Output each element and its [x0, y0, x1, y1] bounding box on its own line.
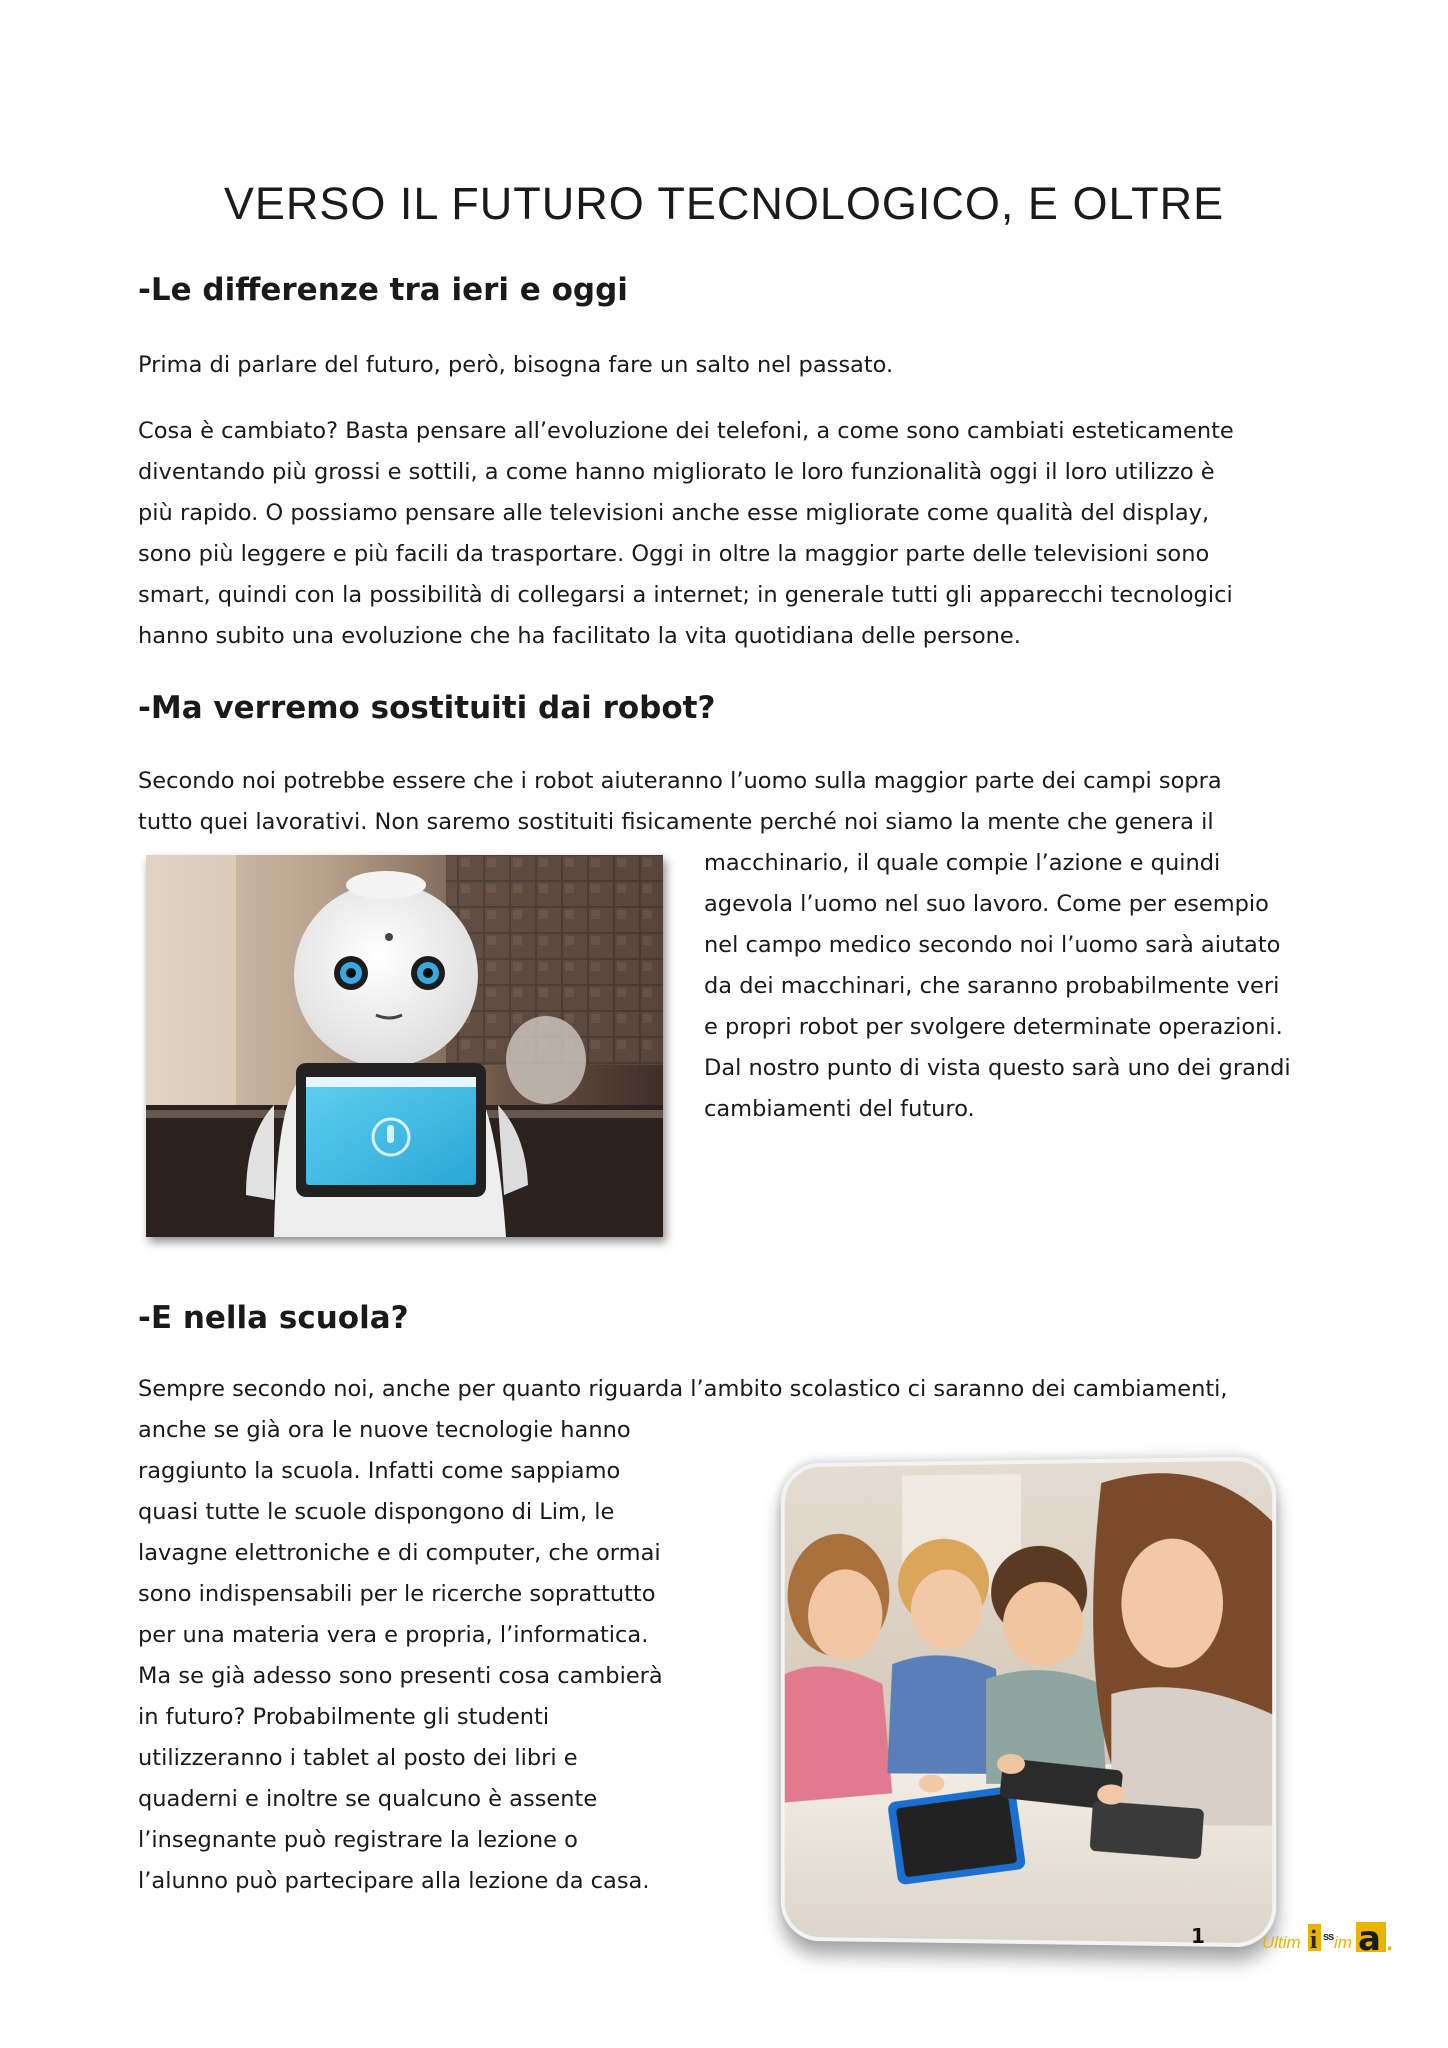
text-line: sono più leggere e più facili da trasportare. Oggi in oltre la maggior parte delle televisioni sono	[138, 541, 1210, 567]
text-line: Dal nostro punto di vista questo sarà uno dei grandi	[704, 1055, 1291, 1081]
logo-ss: ss	[1323, 1931, 1334, 1943]
classroom-photo	[781, 1456, 1276, 1947]
text-line: smart, quindi con la possibilità di collegarsi a internet; in generale tutti gli apparecchi tecnologici	[138, 582, 1233, 608]
paragraph-robots-wrap	[704, 843, 1291, 1130]
paragraph-school-intro	[138, 1369, 1228, 1410]
text-line: e propri robot per svolgere determinate operazioni.	[704, 1014, 1283, 1040]
logo-i: i	[1310, 1925, 1318, 1954]
text-line: Sempre secondo noi, anche per quanto riguarda l’ambito scolastico ci saranno dei cambiamenti,	[138, 1376, 1228, 1402]
text-line: cambiamenti del futuro.	[704, 1096, 975, 1122]
text-line: agevola l’uomo nel suo lavoro. Come per esempio	[704, 891, 1269, 917]
ultimissima-logo-icon	[1262, 1918, 1412, 1958]
section-heading-differences: -Le differenze tra ieri e oggi	[138, 272, 628, 308]
text-line: sono indispensabili per le ricerche soprattutto	[138, 1581, 656, 1607]
logo-ultim: Ultim	[1262, 1933, 1301, 1952]
paragraph-intro	[138, 345, 893, 386]
text-line: diventando più grossi e sottili, a come hanno migliorato le loro funzionalità oggi il loro utilizzo è	[138, 459, 1215, 485]
text-line: l’insegnante può registrare la lezione o	[138, 1827, 578, 1853]
humanoid-robot-photo-icon	[146, 855, 663, 1237]
text-line: macchinario, il quale compie l’azione e quindi	[704, 850, 1221, 876]
logo-a: a	[1358, 1919, 1381, 1958]
text-line: Prima di parlare del futuro, però, bisogna fare un salto nel passato.	[138, 352, 894, 378]
text-line: tutto quei lavorativi. Non saremo sostituiti fisicamente perché noi siamo la mente che genera il	[138, 809, 1214, 835]
section-heading-robots: -Ma verremo sostituiti dai robot?	[138, 690, 716, 726]
page-number: 1	[1191, 1924, 1205, 1948]
page-footer	[1180, 1918, 1420, 1958]
text-line: Ma se già adesso sono presenti cosa cambierà	[138, 1663, 663, 1689]
text-line: più rapido. O possiamo pensare alle televisioni anche esse migliorate come qualità del display,	[138, 500, 1210, 526]
text-line: hanno subito una evoluzione che ha facilitato la vita quotidiana delle persone.	[138, 623, 1021, 649]
text-line: quaderni e inoltre se qualcuno è assente	[138, 1786, 598, 1812]
text-line: l’alunno può partecipare alla lezione da casa.	[138, 1868, 650, 1894]
paragraph-evolution	[138, 411, 1234, 657]
text-line: in futuro? Probabilmente gli studenti	[138, 1704, 550, 1730]
robot-photo	[146, 855, 663, 1237]
text-line: da dei macchinari, che saranno probabilmente veri	[704, 973, 1280, 999]
text-line: per una materia vera e propria, l’informatica.	[138, 1622, 649, 1648]
text-line: raggiunto la scuola. Infatti come sappiamo	[138, 1458, 621, 1484]
logo-dot: .	[1386, 1934, 1393, 1955]
paragraph-robots-intro	[138, 761, 1222, 843]
text-line: lavagne elettroniche e di computer, che ormai	[138, 1540, 661, 1566]
text-line: Cosa è cambiato? Basta pensare all’evoluzione dei telefoni, a come sono cambiati esteticamente	[138, 418, 1234, 444]
paragraph-school-wrap	[138, 1410, 663, 1902]
section-heading-school: -E nella scuola?	[138, 1300, 409, 1336]
children-with-tablets-photo-icon	[785, 1461, 1272, 1944]
text-line: Secondo noi potrebbe essere che i robot aiuteranno l’uomo sulla maggior parte dei campi sopra	[138, 768, 1222, 794]
text-line: utilizzeranno i tablet al posto dei libri e	[138, 1745, 578, 1771]
text-line: nel campo medico secondo noi l’uomo sarà aiutato	[704, 932, 1281, 958]
text-line: anche se già ora le nuove tecnologie hanno	[138, 1417, 631, 1443]
text-line: quasi tutte le scuole dispongono di Lim, le	[138, 1499, 615, 1525]
page-title: VERSO IL FUTURO TECNOLOGICO, E OLTRE	[223, 178, 1225, 229]
logo-im: im	[1334, 1933, 1352, 1952]
